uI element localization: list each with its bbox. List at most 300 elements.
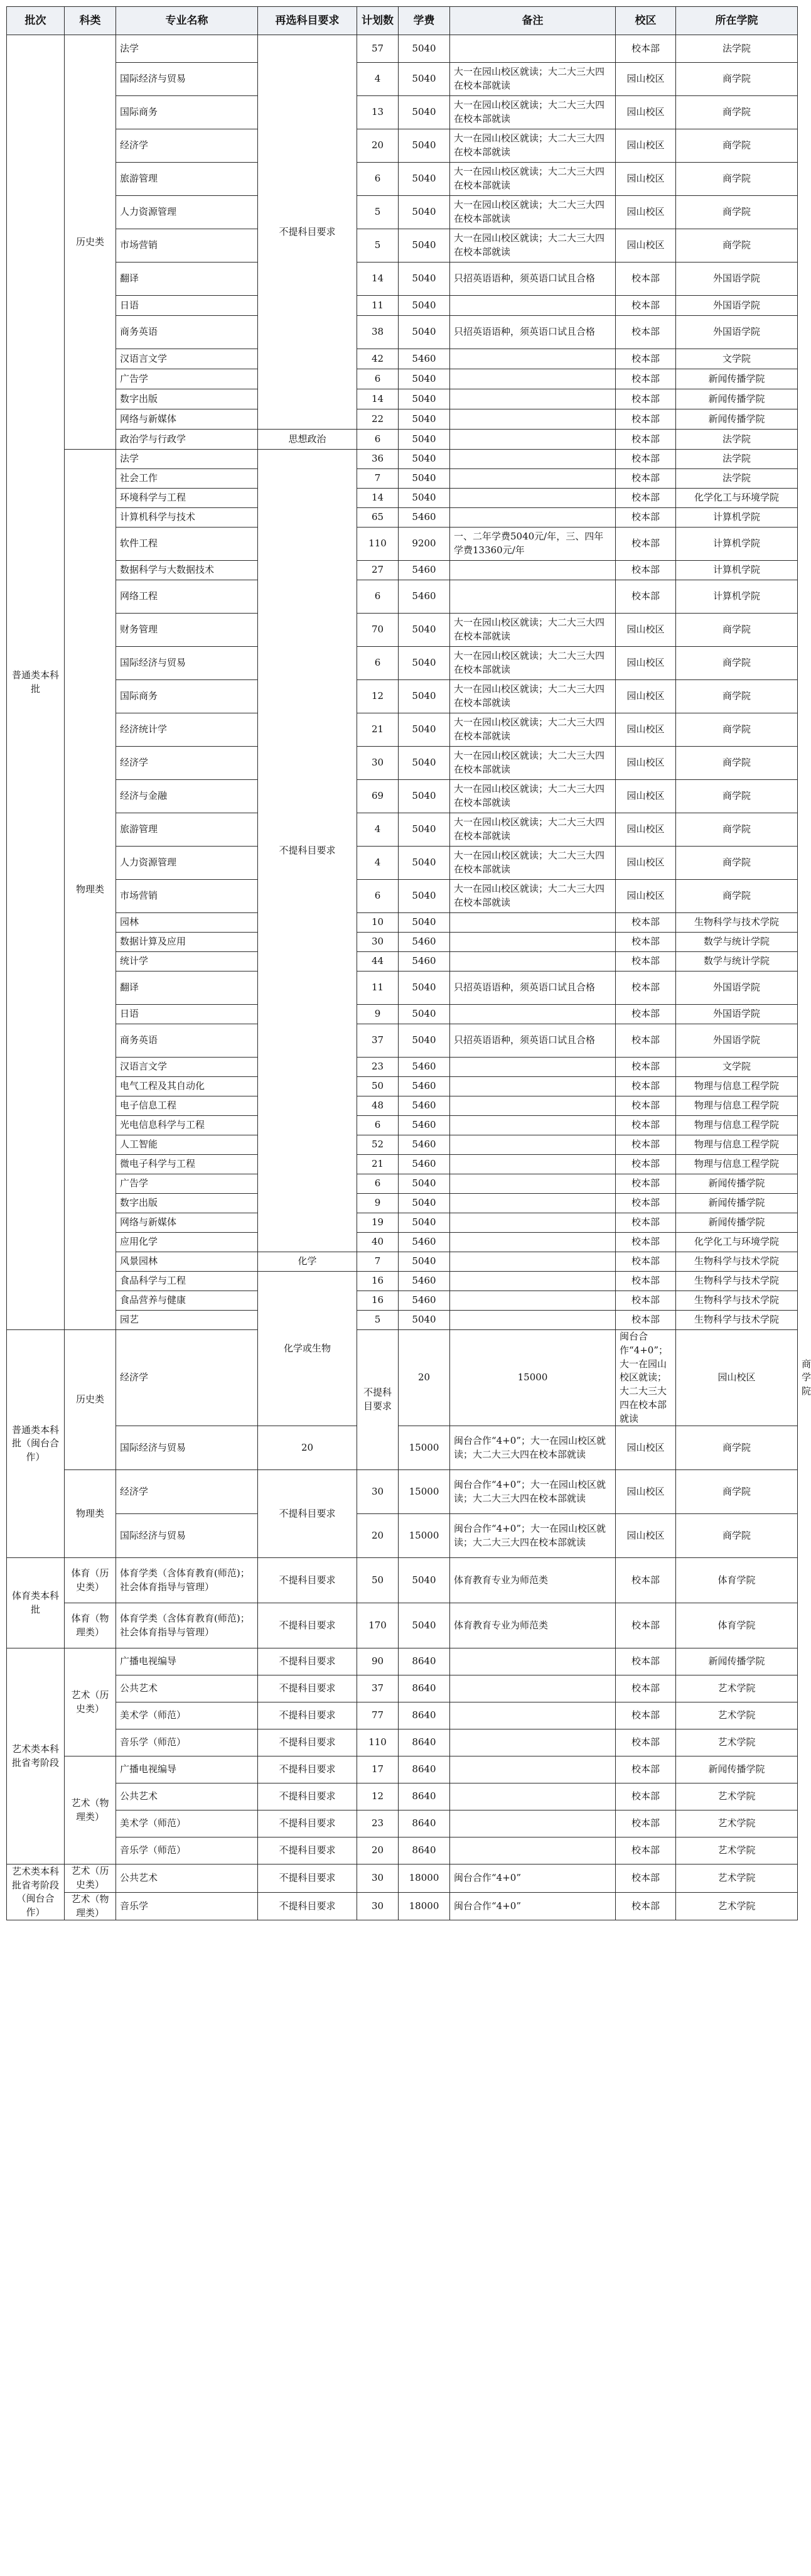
requirement-cell: 不提科目要求 xyxy=(258,1810,357,1837)
campus-cell: 园山校区 xyxy=(616,780,676,813)
table-row xyxy=(7,1174,798,1194)
fee-cell: 8640 xyxy=(399,1837,450,1864)
campus-cell: 校本部 xyxy=(616,349,676,369)
major-cell: 广告学 xyxy=(116,1174,258,1194)
campus-cell: 校本部 xyxy=(616,1311,676,1330)
college-cell: 法学院 xyxy=(676,430,798,450)
college-cell: 体育学院 xyxy=(676,1603,798,1648)
fee-cell: 5460 xyxy=(399,508,450,528)
table-row xyxy=(7,1864,798,1893)
major-cell: 统计学 xyxy=(116,952,258,971)
plan-cell: 37 xyxy=(357,1024,399,1058)
note-cell xyxy=(450,1116,616,1135)
plan-cell: 30 xyxy=(357,1892,399,1920)
note-cell xyxy=(450,952,616,971)
table-row xyxy=(7,813,798,847)
plan-cell: 65 xyxy=(357,508,399,528)
table-row xyxy=(7,296,798,316)
plan-cell: 13 xyxy=(357,96,399,129)
table-row xyxy=(7,430,798,450)
table-row xyxy=(7,1783,798,1810)
major-cell: 商务英语 xyxy=(116,1024,258,1058)
requirement-cell: 不提科目要求 xyxy=(258,1675,357,1702)
table-row xyxy=(7,409,798,430)
table-row xyxy=(7,1272,798,1291)
college-cell: 商学院 xyxy=(676,196,798,229)
college-cell: 商学院 xyxy=(676,847,798,880)
note-cell: 大一在园山校区就读；大二大三大四在校本部就读 xyxy=(450,129,616,163)
plan-cell: 6 xyxy=(357,647,399,680)
fee-cell: 15000 xyxy=(399,1514,450,1558)
major-cell: 音乐学（师范） xyxy=(116,1837,258,1864)
note-cell xyxy=(450,1058,616,1077)
major-cell: 法学 xyxy=(116,450,258,469)
college-cell: 数学与统计学院 xyxy=(676,952,798,971)
campus-cell: 校本部 xyxy=(616,1603,676,1648)
note-cell xyxy=(450,1096,616,1116)
major-cell: 人力资源管理 xyxy=(116,196,258,229)
college-cell: 生物科学与技术学院 xyxy=(676,1311,798,1330)
subject-cell: 艺术（历史类） xyxy=(65,1648,116,1756)
fee-cell: 5040 xyxy=(399,262,450,296)
college-cell: 商学院 xyxy=(676,129,798,163)
fee-cell: 5460 xyxy=(399,1096,450,1116)
header-note: 备注 xyxy=(450,7,616,35)
major-cell: 食品营养与健康 xyxy=(116,1291,258,1311)
major-cell: 法学 xyxy=(116,35,258,63)
college-cell: 新闻传播学院 xyxy=(676,389,798,409)
major-cell: 社会工作 xyxy=(116,469,258,489)
fee-cell: 5040 xyxy=(399,780,450,813)
college-cell: 艺术学院 xyxy=(676,1892,798,1920)
fee-cell: 15000 xyxy=(450,1330,616,1426)
plan-cell: 19 xyxy=(357,1213,399,1233)
campus-cell: 校本部 xyxy=(616,1558,676,1603)
plan-cell: 6 xyxy=(357,369,399,389)
note-cell xyxy=(450,561,616,580)
major-cell: 日语 xyxy=(116,1005,258,1024)
header-row xyxy=(7,7,798,35)
note-cell xyxy=(450,1702,616,1729)
campus-cell: 园山校区 xyxy=(616,1514,676,1558)
plan-cell: 14 xyxy=(357,389,399,409)
plan-cell: 110 xyxy=(357,1729,399,1756)
note-cell xyxy=(450,1291,616,1311)
requirement-cell: 不提科目要求 xyxy=(258,1702,357,1729)
fee-cell: 5040 xyxy=(399,847,450,880)
table-row xyxy=(7,1024,798,1058)
campus-cell: 校本部 xyxy=(616,316,676,349)
plan-cell: 30 xyxy=(357,1470,399,1514)
batch-cell: 普通类本科批 xyxy=(7,35,65,1330)
major-cell: 人力资源管理 xyxy=(116,847,258,880)
plan-cell: 42 xyxy=(357,349,399,369)
header-college: 所在学院 xyxy=(676,7,798,35)
note-cell: 大一在园山校区就读；大二大三大四在校本部就读 xyxy=(450,614,616,647)
college-cell: 物理与信息工程学院 xyxy=(676,1077,798,1096)
requirement-cell: 不提科目要求 xyxy=(258,1729,357,1756)
plan-cell: 6 xyxy=(357,1116,399,1135)
major-cell: 国际经济与贸易 xyxy=(116,1426,258,1470)
enrollment-plan-table xyxy=(6,6,811,1920)
header-subject: 科类 xyxy=(65,7,116,35)
major-cell: 体育学类（含体育教育(师范)；社会体育指导与管理） xyxy=(116,1603,258,1648)
fee-cell: 5040 xyxy=(399,680,450,713)
note-cell xyxy=(450,450,616,469)
table-row xyxy=(7,528,798,561)
college-cell: 艺术学院 xyxy=(676,1783,798,1810)
note-cell: 大一在园山校区就读；大二大三大四在校本部就读 xyxy=(450,680,616,713)
table-row xyxy=(7,1426,798,1470)
note-cell xyxy=(450,1194,616,1213)
campus-cell: 园山校区 xyxy=(616,196,676,229)
header-major: 专业名称 xyxy=(116,7,258,35)
note-cell xyxy=(450,580,616,614)
campus-cell: 校本部 xyxy=(616,1096,676,1116)
campus-cell: 校本部 xyxy=(616,1837,676,1864)
note-cell: 闽台合作“4+0” xyxy=(450,1892,616,1920)
fee-cell: 15000 xyxy=(399,1426,450,1470)
subject-cell: 体育（物理类） xyxy=(65,1603,116,1648)
major-cell: 光电信息科学与工程 xyxy=(116,1116,258,1135)
campus-cell: 校本部 xyxy=(616,1077,676,1096)
fee-cell: 5460 xyxy=(399,561,450,580)
college-cell: 新闻传播学院 xyxy=(676,1194,798,1213)
major-cell: 旅游管理 xyxy=(116,813,258,847)
fee-cell: 5460 xyxy=(399,1272,450,1291)
table-row xyxy=(7,96,798,129)
note-cell xyxy=(450,1155,616,1174)
college-cell: 商学院 xyxy=(676,880,798,913)
note-cell xyxy=(450,296,616,316)
plan-cell: 5 xyxy=(357,196,399,229)
major-cell: 日语 xyxy=(116,296,258,316)
note-cell xyxy=(450,1675,616,1702)
note-cell xyxy=(450,430,616,450)
header-campus: 校区 xyxy=(616,7,676,35)
plan-cell: 4 xyxy=(357,63,399,96)
plan-cell: 21 xyxy=(357,1155,399,1174)
campus-cell: 园山校区 xyxy=(616,847,676,880)
college-cell: 商学院 xyxy=(676,163,798,196)
college-cell: 计算机学院 xyxy=(676,508,798,528)
major-cell: 经济统计学 xyxy=(116,713,258,747)
major-cell: 经济学 xyxy=(116,1330,258,1426)
fee-cell: 8640 xyxy=(399,1756,450,1783)
note-cell xyxy=(450,1810,616,1837)
college-cell: 新闻传播学院 xyxy=(676,1648,798,1675)
table-row xyxy=(7,561,798,580)
table-row xyxy=(7,1729,798,1756)
campus-cell: 校本部 xyxy=(616,296,676,316)
fee-cell: 5460 xyxy=(399,580,450,614)
college-cell: 法学院 xyxy=(676,469,798,489)
campus-cell: 园山校区 xyxy=(616,713,676,747)
plan-cell: 12 xyxy=(357,1783,399,1810)
major-cell: 国际经济与贸易 xyxy=(116,63,258,96)
major-cell: 音乐学（师范） xyxy=(116,1729,258,1756)
table-row xyxy=(7,580,798,614)
campus-cell: 校本部 xyxy=(616,1675,676,1702)
note-cell xyxy=(450,35,616,63)
plan-cell: 30 xyxy=(357,933,399,952)
fee-cell: 5040 xyxy=(399,713,450,747)
table-row xyxy=(7,196,798,229)
table-row xyxy=(7,952,798,971)
table-row xyxy=(7,680,798,713)
fee-cell: 18000 xyxy=(399,1864,450,1893)
fee-cell: 5040 xyxy=(399,1252,450,1272)
college-cell: 商学院 xyxy=(676,747,798,780)
major-cell: 公共艺术 xyxy=(116,1783,258,1810)
campus-cell: 校本部 xyxy=(616,1116,676,1135)
campus-cell: 校本部 xyxy=(616,1005,676,1024)
table-row xyxy=(7,971,798,1005)
campus-cell: 校本部 xyxy=(616,913,676,933)
note-cell xyxy=(450,1783,616,1810)
plan-cell: 23 xyxy=(357,1058,399,1077)
college-cell: 商学院 xyxy=(676,813,798,847)
plan-cell: 30 xyxy=(357,747,399,780)
major-cell: 软件工程 xyxy=(116,528,258,561)
note-cell: 大一在园山校区就读；大二大三大四在校本部就读 xyxy=(450,96,616,129)
campus-cell: 校本部 xyxy=(616,1291,676,1311)
fee-cell: 5040 xyxy=(399,647,450,680)
college-cell: 文学院 xyxy=(676,1058,798,1077)
requirement-cell: 不提科目要求 xyxy=(258,1837,357,1864)
note-cell xyxy=(450,1135,616,1155)
campus-cell: 校本部 xyxy=(616,1252,676,1272)
subject-cell: 历史类 xyxy=(65,1330,116,1470)
college-cell: 商学院 xyxy=(676,680,798,713)
fee-cell: 5040 xyxy=(399,1558,450,1603)
major-cell: 网络工程 xyxy=(116,580,258,614)
table-row xyxy=(7,1077,798,1096)
fee-cell: 18000 xyxy=(399,1892,450,1920)
major-cell: 网络与新媒体 xyxy=(116,1213,258,1233)
fee-cell: 5460 xyxy=(399,349,450,369)
page xyxy=(6,6,811,1920)
plan-cell: 7 xyxy=(357,469,399,489)
campus-cell: 校本部 xyxy=(616,1810,676,1837)
note-cell xyxy=(450,1213,616,1233)
plan-cell: 110 xyxy=(357,528,399,561)
requirement-cell: 不提科目要求 xyxy=(258,1783,357,1810)
campus-cell: 园山校区 xyxy=(616,747,676,780)
campus-cell: 校本部 xyxy=(616,1892,676,1920)
note-cell: 大一在园山校区就读；大二大三大四在校本部就读 xyxy=(450,63,616,96)
college-cell: 数学与统计学院 xyxy=(676,933,798,952)
note-cell xyxy=(450,389,616,409)
batch-cell: 普通类本科批（闽台合作） xyxy=(7,1330,65,1558)
table-row xyxy=(7,1311,798,1330)
major-cell: 广告学 xyxy=(116,369,258,389)
note-cell xyxy=(450,508,616,528)
fee-cell: 5460 xyxy=(399,1077,450,1096)
table-row xyxy=(7,1096,798,1116)
table-row xyxy=(7,913,798,933)
campus-cell: 园山校区 xyxy=(616,229,676,262)
note-cell: 大一在园山校区就读；大二大三大四在校本部就读 xyxy=(450,163,616,196)
table-row xyxy=(7,1194,798,1213)
fee-cell: 5040 xyxy=(399,369,450,389)
note-cell: 只招英语语种，须英语口试且合格 xyxy=(450,262,616,296)
plan-cell: 170 xyxy=(357,1603,399,1648)
fee-cell: 5460 xyxy=(399,1135,450,1155)
fee-cell: 5040 xyxy=(399,1005,450,1024)
note-cell: 闽台合作“4+0”；大一在园山校区就读；大二大三大四在校本部就读 xyxy=(450,1470,616,1514)
college-cell: 商学院 xyxy=(676,647,798,680)
plan-cell: 6 xyxy=(357,1174,399,1194)
campus-cell: 校本部 xyxy=(616,35,676,63)
note-cell: 闽台合作“4+0”；大一在园山校区就读；大二大三大四在校本部就读 xyxy=(616,1330,676,1426)
fee-cell: 5040 xyxy=(399,196,450,229)
plan-cell: 36 xyxy=(357,450,399,469)
plan-cell: 6 xyxy=(357,163,399,196)
plan-cell: 20 xyxy=(258,1426,357,1470)
plan-cell: 20 xyxy=(357,1837,399,1864)
fee-cell: 5040 xyxy=(399,1213,450,1233)
campus-cell: 园山校区 xyxy=(616,680,676,713)
campus-cell: 园山校区 xyxy=(616,813,676,847)
table-row xyxy=(7,389,798,409)
campus-cell: 园山校区 xyxy=(676,1330,798,1426)
major-cell: 音乐学 xyxy=(116,1892,258,1920)
plan-cell: 9 xyxy=(357,1194,399,1213)
plan-cell: 44 xyxy=(357,952,399,971)
plan-cell: 17 xyxy=(357,1756,399,1783)
table-row xyxy=(7,1213,798,1233)
major-cell: 广播电视编导 xyxy=(116,1648,258,1675)
table-row xyxy=(7,847,798,880)
plan-cell: 5 xyxy=(357,229,399,262)
campus-cell: 校本部 xyxy=(616,971,676,1005)
campus-cell: 校本部 xyxy=(616,952,676,971)
major-cell: 计算机科学与技术 xyxy=(116,508,258,528)
subject-cell: 物理类 xyxy=(65,1470,116,1558)
fee-cell: 8640 xyxy=(399,1675,450,1702)
fee-cell: 5040 xyxy=(399,1174,450,1194)
plan-cell: 23 xyxy=(357,1810,399,1837)
table-row xyxy=(7,1756,798,1783)
campus-cell: 校本部 xyxy=(616,1729,676,1756)
fee-cell: 5040 xyxy=(399,971,450,1005)
major-cell: 政治学与行政学 xyxy=(116,430,258,450)
plan-cell: 57 xyxy=(357,35,399,63)
plan-cell: 12 xyxy=(357,680,399,713)
note-cell xyxy=(450,1648,616,1675)
table-row xyxy=(7,469,798,489)
note-cell: 闽台合作“4+0” xyxy=(450,1864,616,1893)
table-row xyxy=(7,1514,798,1558)
note-cell xyxy=(450,1272,616,1291)
major-cell: 数字出版 xyxy=(116,389,258,409)
campus-cell: 校本部 xyxy=(616,561,676,580)
note-cell: 大一在园山校区就读；大二大三大四在校本部就读 xyxy=(450,229,616,262)
plan-cell: 4 xyxy=(357,813,399,847)
campus-cell: 校本部 xyxy=(616,1174,676,1194)
plan-cell: 6 xyxy=(357,430,399,450)
fee-cell: 5460 xyxy=(399,1155,450,1174)
college-cell: 新闻传播学院 xyxy=(676,1174,798,1194)
college-cell: 艺术学院 xyxy=(676,1702,798,1729)
major-cell: 电子信息工程 xyxy=(116,1096,258,1116)
campus-cell: 校本部 xyxy=(616,1864,676,1893)
fee-cell: 5040 xyxy=(399,813,450,847)
campus-cell: 校本部 xyxy=(616,450,676,469)
requirement-cell: 不提科目要求 xyxy=(258,1756,357,1783)
major-cell: 数据计算及应用 xyxy=(116,933,258,952)
requirement-cell: 不提科目要求 xyxy=(258,1648,357,1675)
campus-cell: 校本部 xyxy=(616,933,676,952)
campus-cell: 校本部 xyxy=(616,1648,676,1675)
college-cell: 商学院 xyxy=(676,780,798,813)
fee-cell: 5040 xyxy=(399,489,450,508)
major-cell: 经济学 xyxy=(116,129,258,163)
table-row xyxy=(7,1702,798,1729)
fee-cell: 5040 xyxy=(399,96,450,129)
plan-cell: 16 xyxy=(357,1291,399,1311)
college-cell: 文学院 xyxy=(676,349,798,369)
campus-cell: 校本部 xyxy=(616,1135,676,1155)
table-row xyxy=(7,933,798,952)
plan-cell: 14 xyxy=(357,262,399,296)
table-row xyxy=(7,1810,798,1837)
major-cell: 电气工程及其自动化 xyxy=(116,1077,258,1096)
plan-cell: 90 xyxy=(357,1648,399,1675)
major-cell: 经济学 xyxy=(116,1470,258,1514)
campus-cell: 校本部 xyxy=(616,1272,676,1291)
campus-cell: 园山校区 xyxy=(616,1470,676,1514)
major-cell: 环境科学与工程 xyxy=(116,489,258,508)
college-cell: 商学院 xyxy=(676,614,798,647)
note-cell xyxy=(450,1252,616,1272)
plan-cell: 6 xyxy=(357,580,399,614)
plan-cell: 6 xyxy=(357,880,399,913)
campus-cell: 校本部 xyxy=(616,1702,676,1729)
college-cell: 商学院 xyxy=(676,229,798,262)
major-cell: 汉语言文学 xyxy=(116,1058,258,1077)
note-cell: 大一在园山校区就读；大二大三大四在校本部就读 xyxy=(450,780,616,813)
requirement-cell: 不提科目要求 xyxy=(258,450,357,1252)
major-cell: 翻译 xyxy=(116,262,258,296)
fee-cell: 5040 xyxy=(399,614,450,647)
note-cell xyxy=(450,913,616,933)
table-row xyxy=(7,163,798,196)
table-row: 普通类本科批（闽台合作） 历史类 经济学 不提科目要求 20 15000 闽台合作“4+0”；大一在园山校区就读；大二大三大四在校本部就读 园山校区 商学院 xyxy=(7,1330,798,1426)
plan-cell: 77 xyxy=(357,1702,399,1729)
table-row xyxy=(7,1675,798,1702)
plan-cell: 4 xyxy=(357,847,399,880)
fee-cell: 5040 xyxy=(399,296,450,316)
college-cell: 生物科学与技术学院 xyxy=(676,1291,798,1311)
major-cell: 公共艺术 xyxy=(116,1675,258,1702)
requirement-cell: 不提科目要求 xyxy=(258,1470,357,1558)
table-row xyxy=(7,450,798,469)
table-row xyxy=(7,369,798,389)
subject-cell: 艺术（历史类） xyxy=(65,1864,116,1893)
batch-cell: 艺术类本科批省考阶段 xyxy=(7,1648,65,1864)
college-cell: 商学院 xyxy=(676,63,798,96)
plan-cell: 21 xyxy=(357,713,399,747)
college-cell: 艺术学院 xyxy=(676,1810,798,1837)
major-cell: 人工智能 xyxy=(116,1135,258,1155)
table-row xyxy=(7,1252,798,1272)
fee-cell: 8640 xyxy=(399,1648,450,1675)
requirement-cell: 思想政治 xyxy=(258,430,357,450)
note-cell: 一、二年学费5040元/年，三、四年学费13360元/年 xyxy=(450,528,616,561)
major-cell: 风景园林 xyxy=(116,1252,258,1272)
